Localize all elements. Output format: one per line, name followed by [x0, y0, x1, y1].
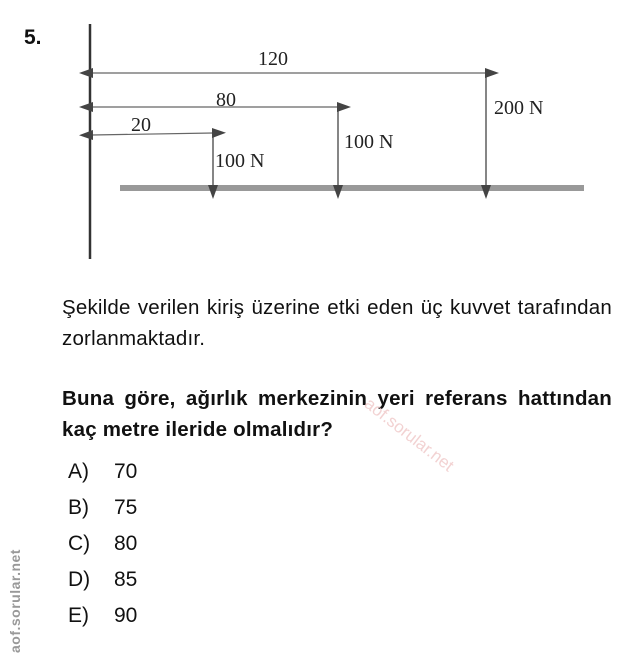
beam-force-diagram — [0, 0, 635, 270]
option-letter: B) — [68, 496, 89, 519]
option-d[interactable] — [68, 568, 137, 604]
option-value: 80 — [114, 532, 138, 555]
option-c[interactable] — [68, 532, 137, 568]
option-letter: E) — [68, 604, 89, 627]
question-statement: Şekilde verilen kiriş üzerine etki eden üç kuvvet tarafından zorlanmaktadır. — [62, 296, 612, 350]
force-label-200n: 200 N — [494, 97, 544, 119]
option-value: 85 — [114, 568, 138, 591]
option-letter: C) — [68, 532, 91, 555]
side-watermark: aof.sorular.net — [7, 549, 23, 653]
option-value: 70 — [114, 460, 138, 483]
option-e[interactable] — [68, 604, 137, 640]
force-label-100n-a: 100 N — [215, 150, 265, 172]
question-prompt: Buna göre, ağırlık merkezinin yeri referans hattından kaç metre ileride olmalıdır? — [62, 387, 612, 441]
distance-label-120: 120 — [258, 48, 288, 70]
answer-options — [68, 460, 137, 640]
distance-arrow-20 — [92, 133, 213, 135]
option-value: 90 — [114, 604, 138, 627]
option-value: 75 — [114, 496, 138, 519]
distance-label-80: 80 — [216, 89, 236, 111]
option-letter: D) — [68, 568, 91, 591]
distance-label-20: 20 — [131, 114, 151, 136]
diagonal-watermark: aof.sorular.net — [360, 393, 458, 476]
question-number: 5. — [24, 26, 42, 49]
beam — [120, 185, 584, 191]
option-letter: A) — [68, 460, 89, 483]
force-label-100n-b: 100 N — [344, 131, 394, 153]
option-a[interactable] — [68, 460, 137, 496]
option-b[interactable] — [68, 496, 137, 532]
